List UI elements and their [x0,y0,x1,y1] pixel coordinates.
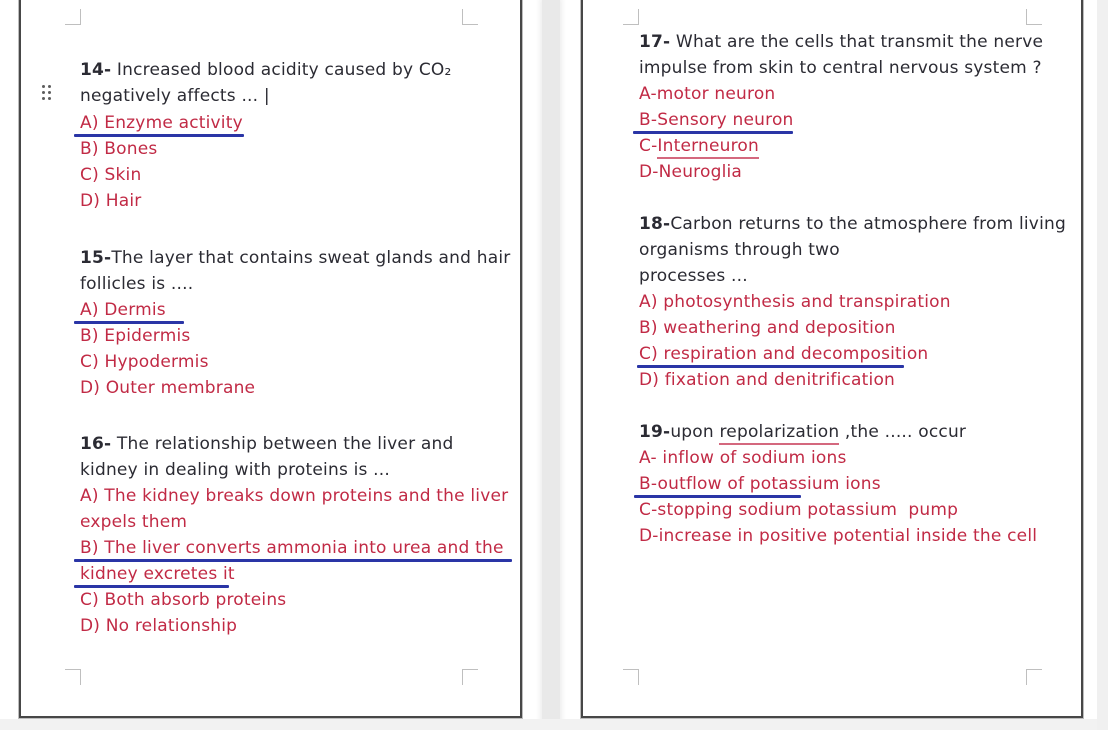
question-stem-line[interactable]: 19-upon repolarization ,the ..... occur [639,420,966,444]
question-stem-line[interactable]: 15-The layer that contains sweat glands and hair [80,248,511,268]
question-number: 18- [639,214,671,234]
question-number: 14- [80,60,112,80]
option-line[interactable]: C) Hypodermis [80,352,209,372]
option-line[interactable]: B) Bones [80,139,158,159]
option-line[interactable]: C) respiration and decomposition [639,342,928,366]
option-line[interactable]: A) photosynthesis and transpiration [639,292,951,312]
margin-corner-mark [623,669,639,685]
bottom-gutter [0,719,1108,730]
margin-corner-mark [462,669,478,685]
question-number: 19- [639,422,671,442]
question-stem-line[interactable]: 14- Increased blood acidity caused by CO₂ [80,60,452,80]
option-line[interactable]: B-outflow of potassium ions [639,472,881,496]
option-line[interactable]: B) Epidermis [80,326,191,346]
question-stem-line[interactable]: follicles is .... [80,274,194,294]
option-line[interactable]: B-Sensory neuron [639,108,794,132]
option-line[interactable]: D) Outer membrane [80,378,256,398]
margin-corner-mark [65,669,81,685]
margin-corner-mark [623,9,639,25]
question-number: 17- [639,32,671,52]
option-line[interactable]: D) No relationship [80,616,238,636]
option-line[interactable]: A) Enzyme activity [80,111,243,135]
option-line[interactable]: D) fixation and denitrification [639,370,896,390]
margin-corner-mark [1026,669,1042,685]
question-stem-line[interactable]: 17- What are the cells that transmit the nerve [639,32,1044,52]
option-line[interactable]: A-motor neuron [639,84,776,104]
option-line[interactable]: A- inflow of sodium ions [639,448,847,468]
option-line[interactable]: A) Dermis [80,298,166,322]
option-line[interactable]: C-stopping sodium potassium pump [639,500,959,520]
question-stem-line[interactable]: 16- The relationship between the liver and [80,434,454,454]
option-line[interactable]: D) Hair [80,191,142,211]
option-line[interactable]: A) The kidney breaks down proteins and the liver [80,486,509,506]
option-line[interactable]: D-Neuroglia [639,162,743,182]
option-line[interactable]: C) Skin [80,165,142,185]
paragraph-drag-handle[interactable] [42,85,51,100]
question-number: 16- [80,434,112,454]
question-number: 15- [80,248,112,268]
margin-corner-mark [1026,9,1042,25]
margin-corner-mark [65,9,81,25]
option-line[interactable]: C-Interneuron [639,134,759,158]
option-line[interactable]: kidney excretes it [80,562,235,586]
page-gap [542,0,560,722]
option-line[interactable]: B) The liver converts ammonia into urea and the [80,536,504,560]
question-stem-line[interactable]: 18-Carbon returns to the atmosphere from living [639,214,1066,234]
margin-corner-mark [462,9,478,25]
option-line[interactable]: C) Both absorb proteins [80,590,287,610]
question-stem-line[interactable]: negatively affects ... | [80,86,270,106]
question-stem-line[interactable]: processes ... [639,266,748,286]
question-stem-line[interactable]: organisms through two [639,240,840,260]
document-page-1[interactable] [19,0,522,718]
keyword-underline: Interneuron [657,136,759,159]
question-stem-line[interactable]: kidney in dealing with proteins is ... [80,460,390,480]
option-line[interactable]: D-increase in positive potential inside the cell [639,526,1038,546]
document-page-2[interactable] [581,0,1083,718]
option-line[interactable]: expels them [80,512,188,532]
option-line[interactable]: B) weathering and deposition [639,318,896,338]
keyword-underline: repolarization [719,422,839,445]
scrollbar-track[interactable] [1097,0,1108,730]
question-stem-line[interactable]: impulse from skin to central nervous system ? [639,58,1042,78]
